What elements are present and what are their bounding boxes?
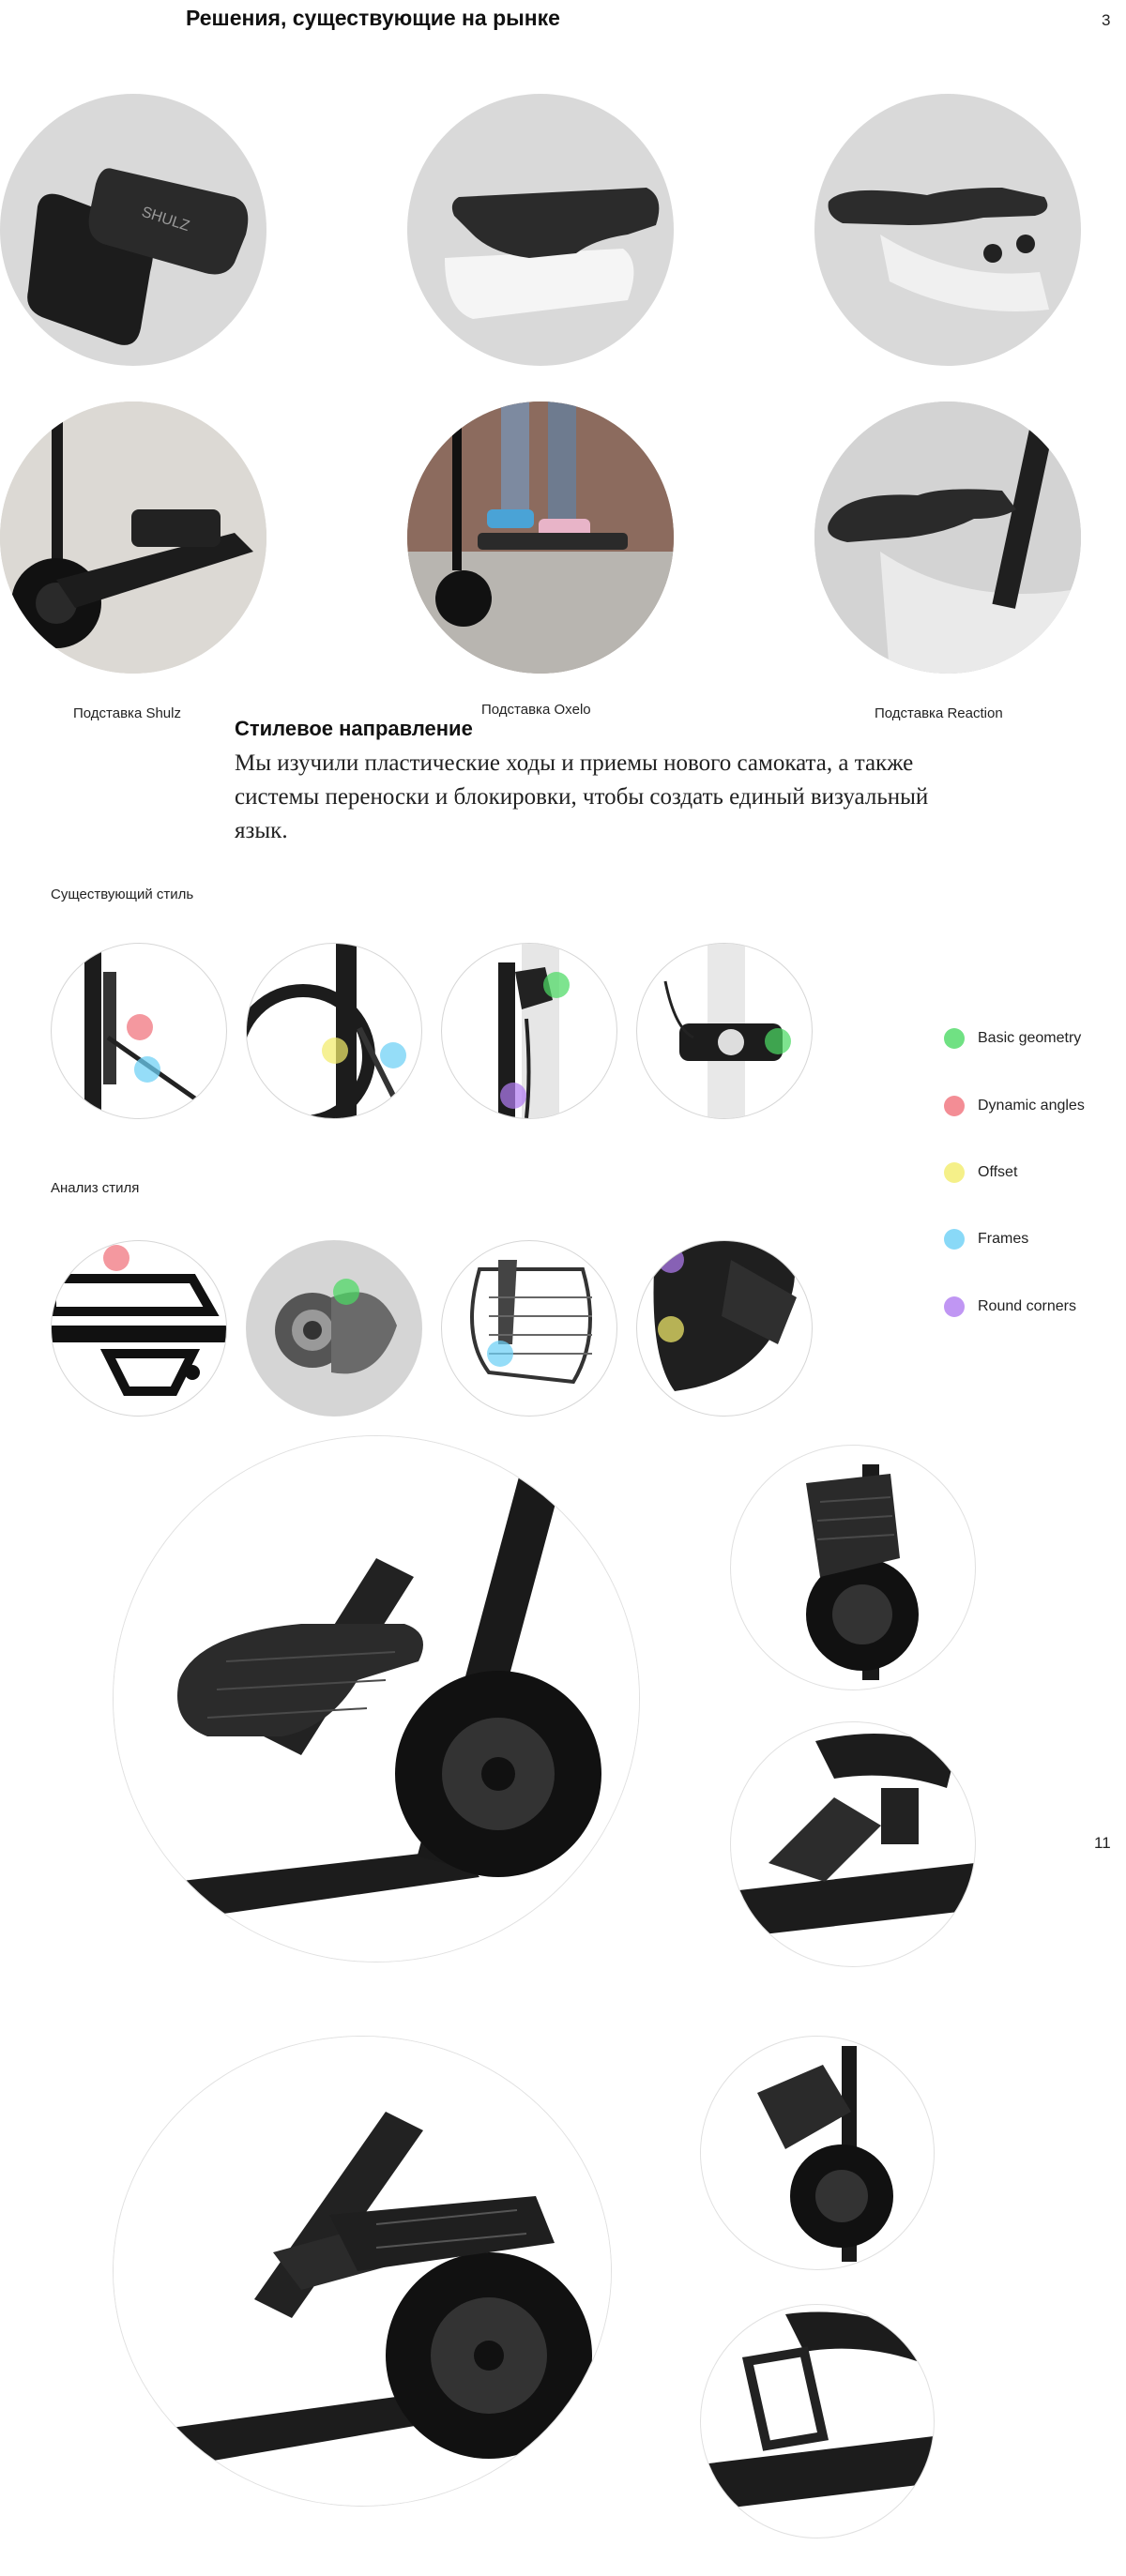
product-photo-oxelo-detail xyxy=(407,94,674,366)
legend-label: Offset xyxy=(978,1164,1018,1180)
render-2-detail xyxy=(700,2304,935,2538)
render-2-main xyxy=(113,2036,612,2507)
dot-frames xyxy=(380,1042,406,1068)
caption-shulz: Подставка Shulz xyxy=(73,705,181,721)
legend-label: Dynamic angles xyxy=(978,1098,1085,1114)
legend-dot xyxy=(944,1028,965,1049)
analysis-thumb-3 xyxy=(441,1240,617,1417)
legend-item-basic-geometry xyxy=(944,1027,1081,1050)
dot-frames xyxy=(487,1341,513,1367)
render-2-folded xyxy=(700,2036,935,2270)
side-page-number: 11 xyxy=(1094,1834,1111,1852)
analysis-style-label: Анализ стиля xyxy=(51,1180,140,1196)
dot-dynamic-angles xyxy=(127,1014,153,1040)
page-title: Решения, существующие на рынке xyxy=(186,6,560,30)
dot-basic-geometry xyxy=(543,972,570,998)
analysis-thumb-1 xyxy=(51,1240,227,1417)
legend-label: Basic geometry xyxy=(978,1030,1082,1046)
svg-text:SHULZ: SHULZ xyxy=(139,204,191,235)
legend-dot xyxy=(944,1162,965,1183)
product-photo-reaction-context xyxy=(814,402,1081,674)
legend-dot xyxy=(944,1229,965,1250)
legend-label: Frames xyxy=(978,1231,1029,1247)
product-photo-oxelo-context xyxy=(407,402,674,674)
legend-dot xyxy=(944,1096,965,1116)
style-heading: Стилевое направление xyxy=(235,717,473,740)
legend-label: Round corners xyxy=(978,1298,1076,1314)
style-paragraph: Мы изучили пластические ходы и приемы нового самоката, а также системы переноски и блокировки, чтобы создать единый визуальный язык. xyxy=(235,750,929,843)
render-1-folded xyxy=(730,1445,976,1690)
analysis-thumb-2 xyxy=(246,1240,422,1417)
analysis-thumb-4 xyxy=(636,1240,813,1417)
caption-reaction: Подставка Reaction xyxy=(875,705,1003,721)
dot-round-corners xyxy=(500,1083,526,1109)
existing-style-label: Существующий стиль xyxy=(51,886,194,902)
dot-basic-geometry xyxy=(333,1279,359,1305)
existing-style-thumb-2 xyxy=(246,943,422,1119)
render-1-main xyxy=(113,1435,640,1962)
dot-offset xyxy=(322,1038,348,1064)
legend-item-offset xyxy=(944,1161,1017,1184)
page-number: 3 xyxy=(1102,11,1111,29)
legend-dot xyxy=(944,1296,965,1317)
dot-round-corners xyxy=(658,1247,684,1273)
dot-frames xyxy=(134,1056,160,1083)
legend-item-round-corners xyxy=(944,1296,1076,1318)
product-photo-shulz-context xyxy=(0,402,266,674)
existing-style-thumb-1 xyxy=(51,943,227,1119)
caption-oxelo: Подставка Oxelo xyxy=(481,702,591,718)
existing-style-thumb-4 xyxy=(636,943,813,1119)
dot-offset xyxy=(658,1316,684,1342)
legend-item-dynamic-angles xyxy=(944,1095,1085,1117)
render-1-detail xyxy=(730,1721,976,1967)
product-photo-reaction-detail xyxy=(814,94,1081,366)
legend-item-frames xyxy=(944,1228,1028,1250)
product-photo-shulz-detail xyxy=(0,94,266,366)
existing-style-thumb-3 xyxy=(441,943,617,1119)
dot-dynamic-angles xyxy=(103,1245,129,1271)
dot-basic-geometry xyxy=(765,1028,791,1054)
